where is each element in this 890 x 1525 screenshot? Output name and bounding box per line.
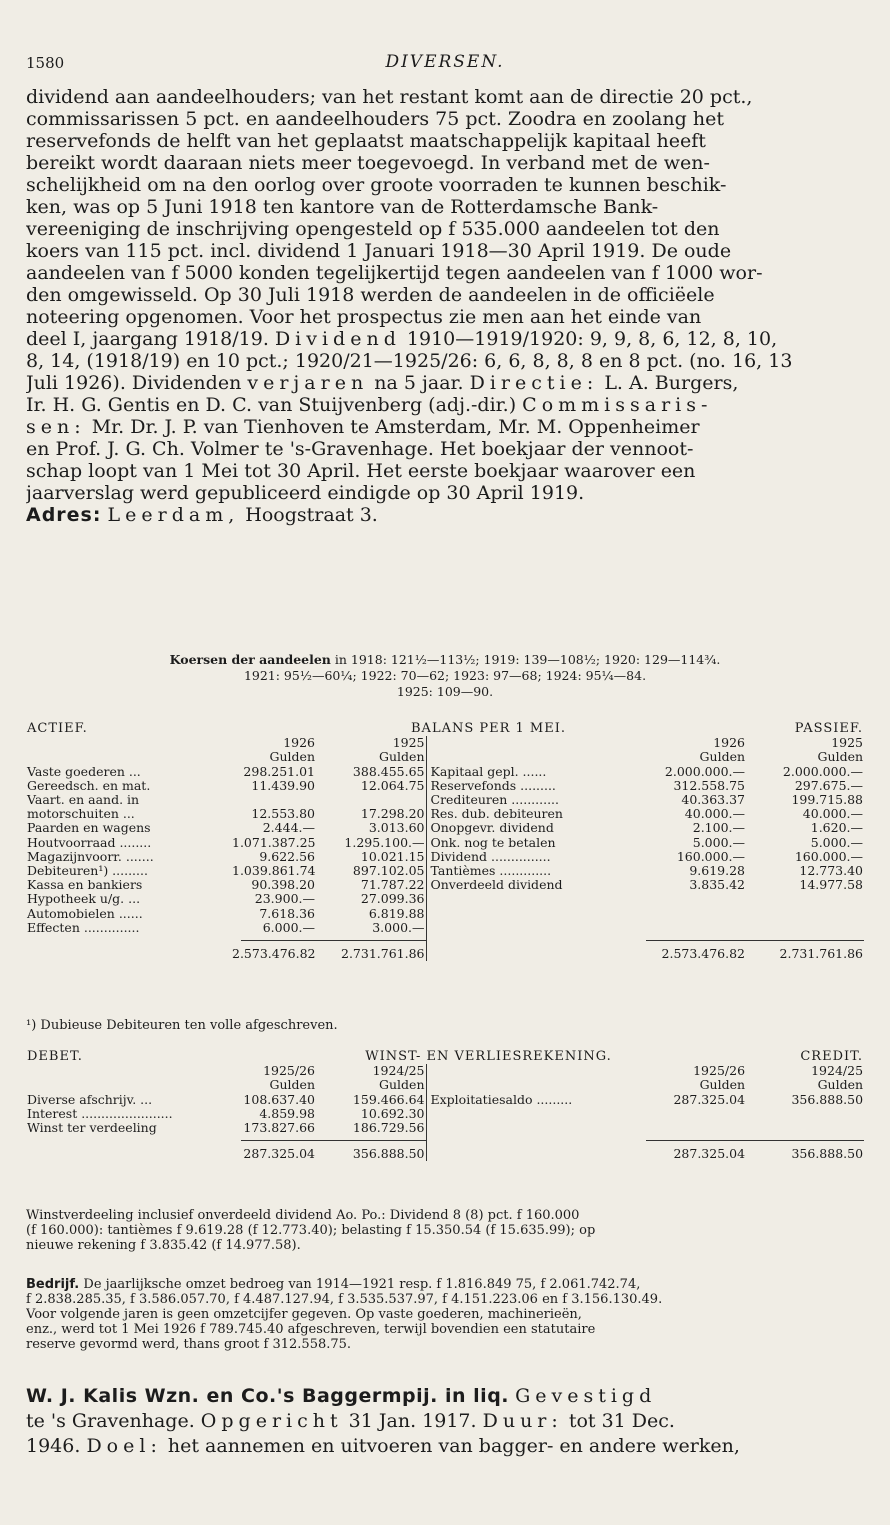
year-header: 1925	[831, 736, 864, 751]
unit-header: Gulden	[269, 750, 315, 765]
text-span: De jaarlijksche omzet bedroeg van 1914—1921 resp. f 1.816.849 75, f 2.061.742.74,	[83, 1277, 641, 1292]
row-value: 1.295.100.—	[344, 835, 425, 850]
pl-right-head: CREDIT.	[800, 1050, 864, 1064]
row-value: 1.039.861.74	[232, 864, 316, 879]
row-value: 71.787.22	[360, 878, 425, 893]
row-label: Magazijnvoorr. .......	[27, 849, 154, 864]
row-label: Vaste goederen ...	[27, 764, 141, 779]
row-value	[636, 892, 746, 906]
row-value: 3.835.42	[689, 878, 746, 893]
row-label: Kassa en bankiers	[27, 878, 143, 893]
spaced-term-verjaren: verjaren	[247, 372, 369, 394]
text-line: en Prof. J. G. Ch. Volmer te 's-Gravenhage. Het boekjaar der vennoot-	[26, 438, 694, 460]
row-value: 4.859.98	[259, 1106, 315, 1121]
table-row	[26, 850, 864, 864]
empty-cell	[426, 1078, 636, 1092]
row-value: 1.071.387.25	[232, 835, 316, 850]
row-value: 12.773.40	[799, 864, 864, 879]
row-value	[636, 921, 746, 935]
company-name: W. J. Kalis Wzn. en Co.'s Baggermpij. in liq.	[26, 1385, 510, 1407]
balance-sheet-table	[26, 722, 864, 961]
total-value: 287.325.04	[673, 1146, 746, 1162]
row-value: 12.064.75	[360, 778, 425, 793]
row-value	[231, 793, 316, 807]
text-line: Voor volgende jaren is geen omzetcijfer gegeven. Op vaste goederen, machinerieën,	[26, 1307, 582, 1322]
unit-header: Gulden	[699, 1078, 746, 1093]
total-rule	[646, 940, 864, 941]
table-row	[26, 1093, 864, 1107]
empty-cell	[26, 1135, 231, 1161]
row-value: 2.100.—	[692, 821, 746, 836]
row-label: motorschuiten ...	[27, 807, 135, 822]
row-label: Winst ter verdeeling	[27, 1121, 157, 1136]
row-value	[746, 1121, 864, 1135]
spaced-term-gevestigd: Gevestigd	[515, 1385, 657, 1407]
text-line: noteering opgenomen. Voor het prospectus zie men aan het einde van	[26, 306, 702, 328]
row-value: 3.013.60	[368, 821, 425, 836]
text-line: bereikt wordt daaraan niets meer toegevoegd. In verband met de wen-	[26, 152, 710, 174]
row-value: 2.000.000.—	[664, 764, 746, 779]
row-value: 312.558.75	[673, 778, 746, 793]
total-row	[26, 935, 864, 961]
text-line	[26, 328, 864, 350]
text-line: dividend aan aandeelhouders; van het restant komt aan de directie 20 pct.,	[26, 86, 753, 108]
text-line: commissarissen 5 pct. en aandeelhouders 75 pct. Zoodra en zoolang het	[26, 108, 724, 130]
empty-cell	[426, 1135, 636, 1161]
balance-left-head: ACTIEF.	[27, 722, 88, 736]
table-row	[26, 1121, 864, 1135]
year-header: 1925/26	[263, 1064, 315, 1079]
table-row	[26, 821, 864, 835]
text-line	[26, 1384, 864, 1409]
unit-header: Gulden	[817, 1078, 864, 1093]
row-value: 14.977.58	[799, 878, 864, 893]
row-value: 9.622.56	[259, 849, 315, 864]
text-span: Ir. H. G. Gentis en D. C. van Stuijvenberg (adj.-dir.)	[26, 394, 517, 416]
row-value: 897.102.05	[352, 864, 425, 879]
text-line: nieuwe rekening f 3.835.42 (f 14.977.58).	[26, 1238, 301, 1253]
text-span: het aannemen en uitvoeren van bagger- en andere werken,	[167, 1435, 740, 1457]
row-label: Gereedsch. en mat.	[27, 778, 151, 793]
address-street: Hoogstraat 3.	[245, 504, 378, 526]
text-line: f 2.838.285.35, f 3.586.057.70, f 4.487.127.94, f 3.535.537.97, f 4.151.223.06 en f 3.156.130.49.	[26, 1292, 663, 1307]
row-value: 5.000.—	[810, 835, 864, 850]
row-value: 5.000.—	[692, 835, 746, 850]
spaced-term-duur: Duur:	[482, 1410, 563, 1432]
total-row	[26, 1135, 864, 1161]
text-span: tot 31 Dec.	[568, 1410, 675, 1432]
text-span: Juli 1926). Dividenden	[26, 372, 242, 394]
year-header: 1926	[713, 736, 746, 751]
text-line: koers van 115 pct. incl. dividend 1 Januari 1918—30 April 1919. De oude	[26, 240, 732, 262]
row-value: 356.888.50	[791, 1092, 864, 1107]
unit-header: Gulden	[817, 750, 864, 765]
row-value: 2.444.—	[262, 821, 315, 836]
table-row	[26, 793, 864, 807]
text-line	[26, 416, 864, 438]
balance-title: BALANS PER 1 MEI.	[411, 722, 567, 736]
row-value	[746, 921, 864, 935]
row-value	[636, 1107, 746, 1121]
row-value: 297.675.—	[794, 778, 864, 793]
row-value: 90.398.20	[251, 878, 315, 893]
row-value: 11.439.90	[251, 778, 315, 793]
row-value: 199.715.88	[791, 793, 864, 808]
row-label: Res. dub. debiteuren	[426, 807, 636, 821]
text-line: ken, was op 5 Juni 1918 ten kantore van de Rotterdamsche Bank-	[26, 196, 659, 218]
unit-header: Gulden	[379, 750, 425, 765]
row-label: Debiteuren¹) .........	[27, 864, 148, 879]
empty-cell	[426, 935, 636, 961]
row-value: 10.692.30	[360, 1106, 425, 1121]
text-span: na 5 jaar.	[374, 372, 464, 394]
row-value	[316, 793, 426, 807]
row-label	[426, 1121, 636, 1135]
text-line: Winstverdeeling inclusief onverdeeld dividend Ao. Po.: Dividend 8 (8) pct. f 160.000	[26, 1208, 580, 1223]
table-row	[26, 878, 864, 892]
row-value: 388.455.65	[352, 764, 425, 779]
total-rule	[646, 1140, 864, 1141]
text-line: reservefonds de helft van het geplaatst maatschappelijk kapitaal heeft	[26, 130, 706, 152]
unit-header: Gulden	[269, 1078, 315, 1093]
text-line: den omgewisseld. Op 30 Juli 1918 werden de aandeelen in de officiëele	[26, 284, 715, 306]
row-value: 6.000.—	[262, 920, 315, 935]
year-header: 1925/26	[693, 1064, 746, 1079]
row-label: Crediteuren ............	[426, 793, 636, 807]
profit-distribution	[26, 1208, 864, 1253]
text-line	[26, 1277, 864, 1292]
page-header	[26, 52, 864, 80]
row-value: 298.251.01	[243, 764, 315, 779]
empty-cell	[26, 1078, 231, 1092]
row-label: Tantièmes .............	[426, 864, 636, 878]
share-prices	[26, 652, 864, 700]
text-span: Mr. Dr. J. P. van Tienhoven te Amsterdam, Mr. M. Oppenheimer	[91, 416, 700, 438]
row-label: Vaart. en aand. in	[27, 793, 140, 808]
row-value: 287.325.04	[673, 1092, 746, 1107]
row-label: Kapitaal gepl. ......	[426, 765, 636, 779]
text-line: vereeniging de inschrijving opengesteld op f 535.000 aandeelen tot den	[26, 218, 720, 240]
row-value: 27.099.36	[360, 892, 425, 907]
row-label: Effecten ..............	[27, 920, 140, 935]
pl-left-head: DEBET.	[27, 1050, 83, 1064]
row-value: 10.021.15	[360, 849, 425, 864]
table-row	[26, 921, 864, 935]
row-value: 160.000.—	[794, 849, 864, 864]
total-rule	[241, 940, 426, 941]
row-value: 160.000.—	[676, 849, 746, 864]
row-label: Interest .......................	[27, 1106, 173, 1121]
share-prices-line	[26, 652, 864, 668]
text-span: 1910—1919/1920: 9, 9, 8, 6, 12, 8, 10,	[406, 328, 778, 350]
row-value: 40.363.37	[681, 793, 746, 808]
address-label: Adres:	[26, 504, 102, 526]
table-row	[26, 836, 864, 850]
row-value: 173.827.66	[243, 1121, 315, 1136]
row-value	[746, 1107, 864, 1121]
row-value: 12.553.80	[251, 807, 315, 822]
unit-header: Gulden	[699, 750, 746, 765]
total-value: 2.731.761.86	[779, 946, 864, 962]
address-line	[26, 504, 864, 526]
row-value	[636, 1121, 746, 1135]
row-value: 17.298.20	[360, 807, 425, 822]
row-label	[426, 1107, 636, 1121]
total-rule	[241, 1140, 426, 1141]
empty-cell	[426, 750, 636, 764]
table-row	[26, 765, 864, 779]
share-prices-label: Koersen der aandeelen	[169, 652, 331, 667]
row-label: Automobielen ......	[27, 906, 143, 921]
empty-cell	[26, 736, 231, 750]
row-value: 2.000.000.—	[782, 764, 864, 779]
row-value: 3.000.—	[372, 920, 425, 935]
spaced-term-opgericht: Opgericht	[200, 1410, 343, 1432]
row-value	[636, 907, 746, 921]
business-label: Bedrijf.	[26, 1277, 80, 1292]
table-row	[26, 779, 864, 793]
spaced-term-sen: sen:	[26, 416, 86, 438]
empty-cell	[26, 1064, 231, 1078]
year-header: 1924/25	[372, 1064, 425, 1079]
business-section	[26, 1277, 864, 1352]
row-value: 186.729.56	[352, 1121, 425, 1136]
row-value: 40.000.—	[684, 807, 746, 822]
total-value: 2.573.476.82	[661, 946, 746, 962]
year-header: 1924/25	[811, 1064, 864, 1079]
row-label: Houtvoorraad ........	[27, 835, 152, 850]
text-line	[26, 1409, 864, 1434]
row-label	[426, 921, 636, 935]
empty-cell	[426, 736, 636, 750]
text-line: aandeelen van f 5000 konden tegelijkertijd tegen aandeelen van f 1000 wor-	[26, 262, 763, 284]
text-line: schelijkheid om na den oorlog over groote voorraden te kunnen beschik-	[26, 174, 727, 196]
text-line	[26, 1434, 864, 1459]
text-line: schap loopt van 1 Mei tot 30 April. Het eerste boekjaar waarover een	[26, 460, 696, 482]
spaced-term-doel: Doel:	[86, 1435, 162, 1457]
total-value: 356.888.50	[791, 1146, 864, 1162]
row-value: 40.000.—	[802, 807, 864, 822]
table-row	[26, 1107, 864, 1121]
text-span: 1946.	[26, 1435, 81, 1457]
row-value	[746, 907, 864, 921]
row-label: Hypotheek u/g. ...	[27, 892, 141, 907]
row-label: Onk. nog te betalen	[426, 836, 636, 850]
row-value: 9.619.28	[689, 864, 746, 879]
text-line: enz., werd tot 1 Mei 1926 f 789.745.40 afgeschreven, terwijl bovendien een statutaire	[26, 1322, 596, 1337]
row-label: Onverdeeld dividend	[426, 878, 636, 892]
share-prices-line: 1925: 109—90.	[396, 684, 494, 699]
empty-cell	[26, 750, 231, 764]
balance-right-head: PASSIEF.	[794, 722, 864, 736]
spaced-term-dividend: Dividend	[274, 328, 401, 350]
text-line: jaarverslag werd gepubliceerd eindigde op 30 April 1919.	[26, 482, 585, 504]
row-label: Dividend ...............	[426, 850, 636, 864]
text-span: 31 Jan. 1917.	[348, 1410, 477, 1432]
row-value: 23.900.—	[254, 892, 315, 907]
pl-title: WINST- EN VERLIESREKENING.	[365, 1050, 612, 1064]
unit-header: Gulden	[379, 1078, 425, 1093]
row-value: 108.637.40	[243, 1092, 315, 1107]
year-header: 1925	[392, 736, 425, 751]
text-line	[26, 372, 864, 394]
row-value: 6.819.88	[368, 906, 425, 921]
spaced-term-directie: Directie:	[469, 372, 599, 394]
table-row	[26, 892, 864, 906]
text-span: deel I, jaargang 1918/19.	[26, 328, 269, 350]
row-label: Paarden en wagens	[27, 821, 151, 836]
profit-loss-table	[26, 1050, 864, 1161]
row-value: 1.620.—	[810, 821, 864, 836]
text-span: te 's Gravenhage.	[26, 1410, 195, 1432]
address-place: Leerdam,	[107, 504, 240, 526]
total-value: 2.573.476.82	[232, 946, 316, 962]
table-row	[26, 864, 864, 878]
text-line: 8, 14, (1918/19) en 10 pct.; 1920/21—1925/26: 6, 6, 8, 8, 8 en 8 pct. (no. 16, 13	[26, 350, 793, 372]
row-label: Diverse afschrijv. ...	[27, 1092, 153, 1107]
table-row	[26, 907, 864, 921]
row-value	[746, 892, 864, 906]
empty-cell	[426, 1064, 636, 1078]
text-line: (f 160.000): tantièmes f 9.619.28 (f 12.773.40); belasting f 15.350.54 (f 15.635.99); op	[26, 1223, 596, 1238]
row-label: Exploitatiesaldo .........	[426, 1093, 636, 1107]
empty-cell	[26, 935, 231, 961]
text-span: in 1918: 121½—113½; 1919: 139—108½; 1920: 129—114¾.	[334, 652, 721, 667]
company-entry	[26, 1384, 864, 1459]
row-label: Reservefonds .........	[426, 779, 636, 793]
table-row	[26, 807, 864, 821]
text-span: L. A. Burgers,	[604, 372, 739, 394]
year-header: 1926	[283, 736, 315, 751]
row-value: 7.618.36	[259, 906, 315, 921]
total-value: 287.325.04	[243, 1146, 315, 1162]
row-label: Onopgevr. dividend	[426, 821, 636, 835]
row-label	[426, 907, 636, 921]
spaced-term-commissarissen: Commissaris-	[522, 394, 713, 416]
text-line	[26, 394, 864, 416]
text-line: reserve gevormd werd, thans groot f 312.558.75.	[26, 1337, 352, 1352]
share-prices-line: 1921: 95½—60¼; 1922: 70—62; 1923: 97—68; 1924: 95¼—84.	[243, 668, 647, 683]
running-title: DIVERSEN.	[385, 52, 505, 72]
company-description	[26, 86, 864, 526]
row-label	[426, 892, 636, 906]
total-value: 2.731.761.86	[341, 946, 425, 962]
total-value: 356.888.50	[352, 1146, 425, 1162]
row-value: 159.466.64	[352, 1092, 425, 1107]
balance-footnote: ¹) Dubieuse Debiteuren ten volle afgeschreven.	[26, 1018, 338, 1033]
page-number: 1580	[26, 54, 65, 72]
